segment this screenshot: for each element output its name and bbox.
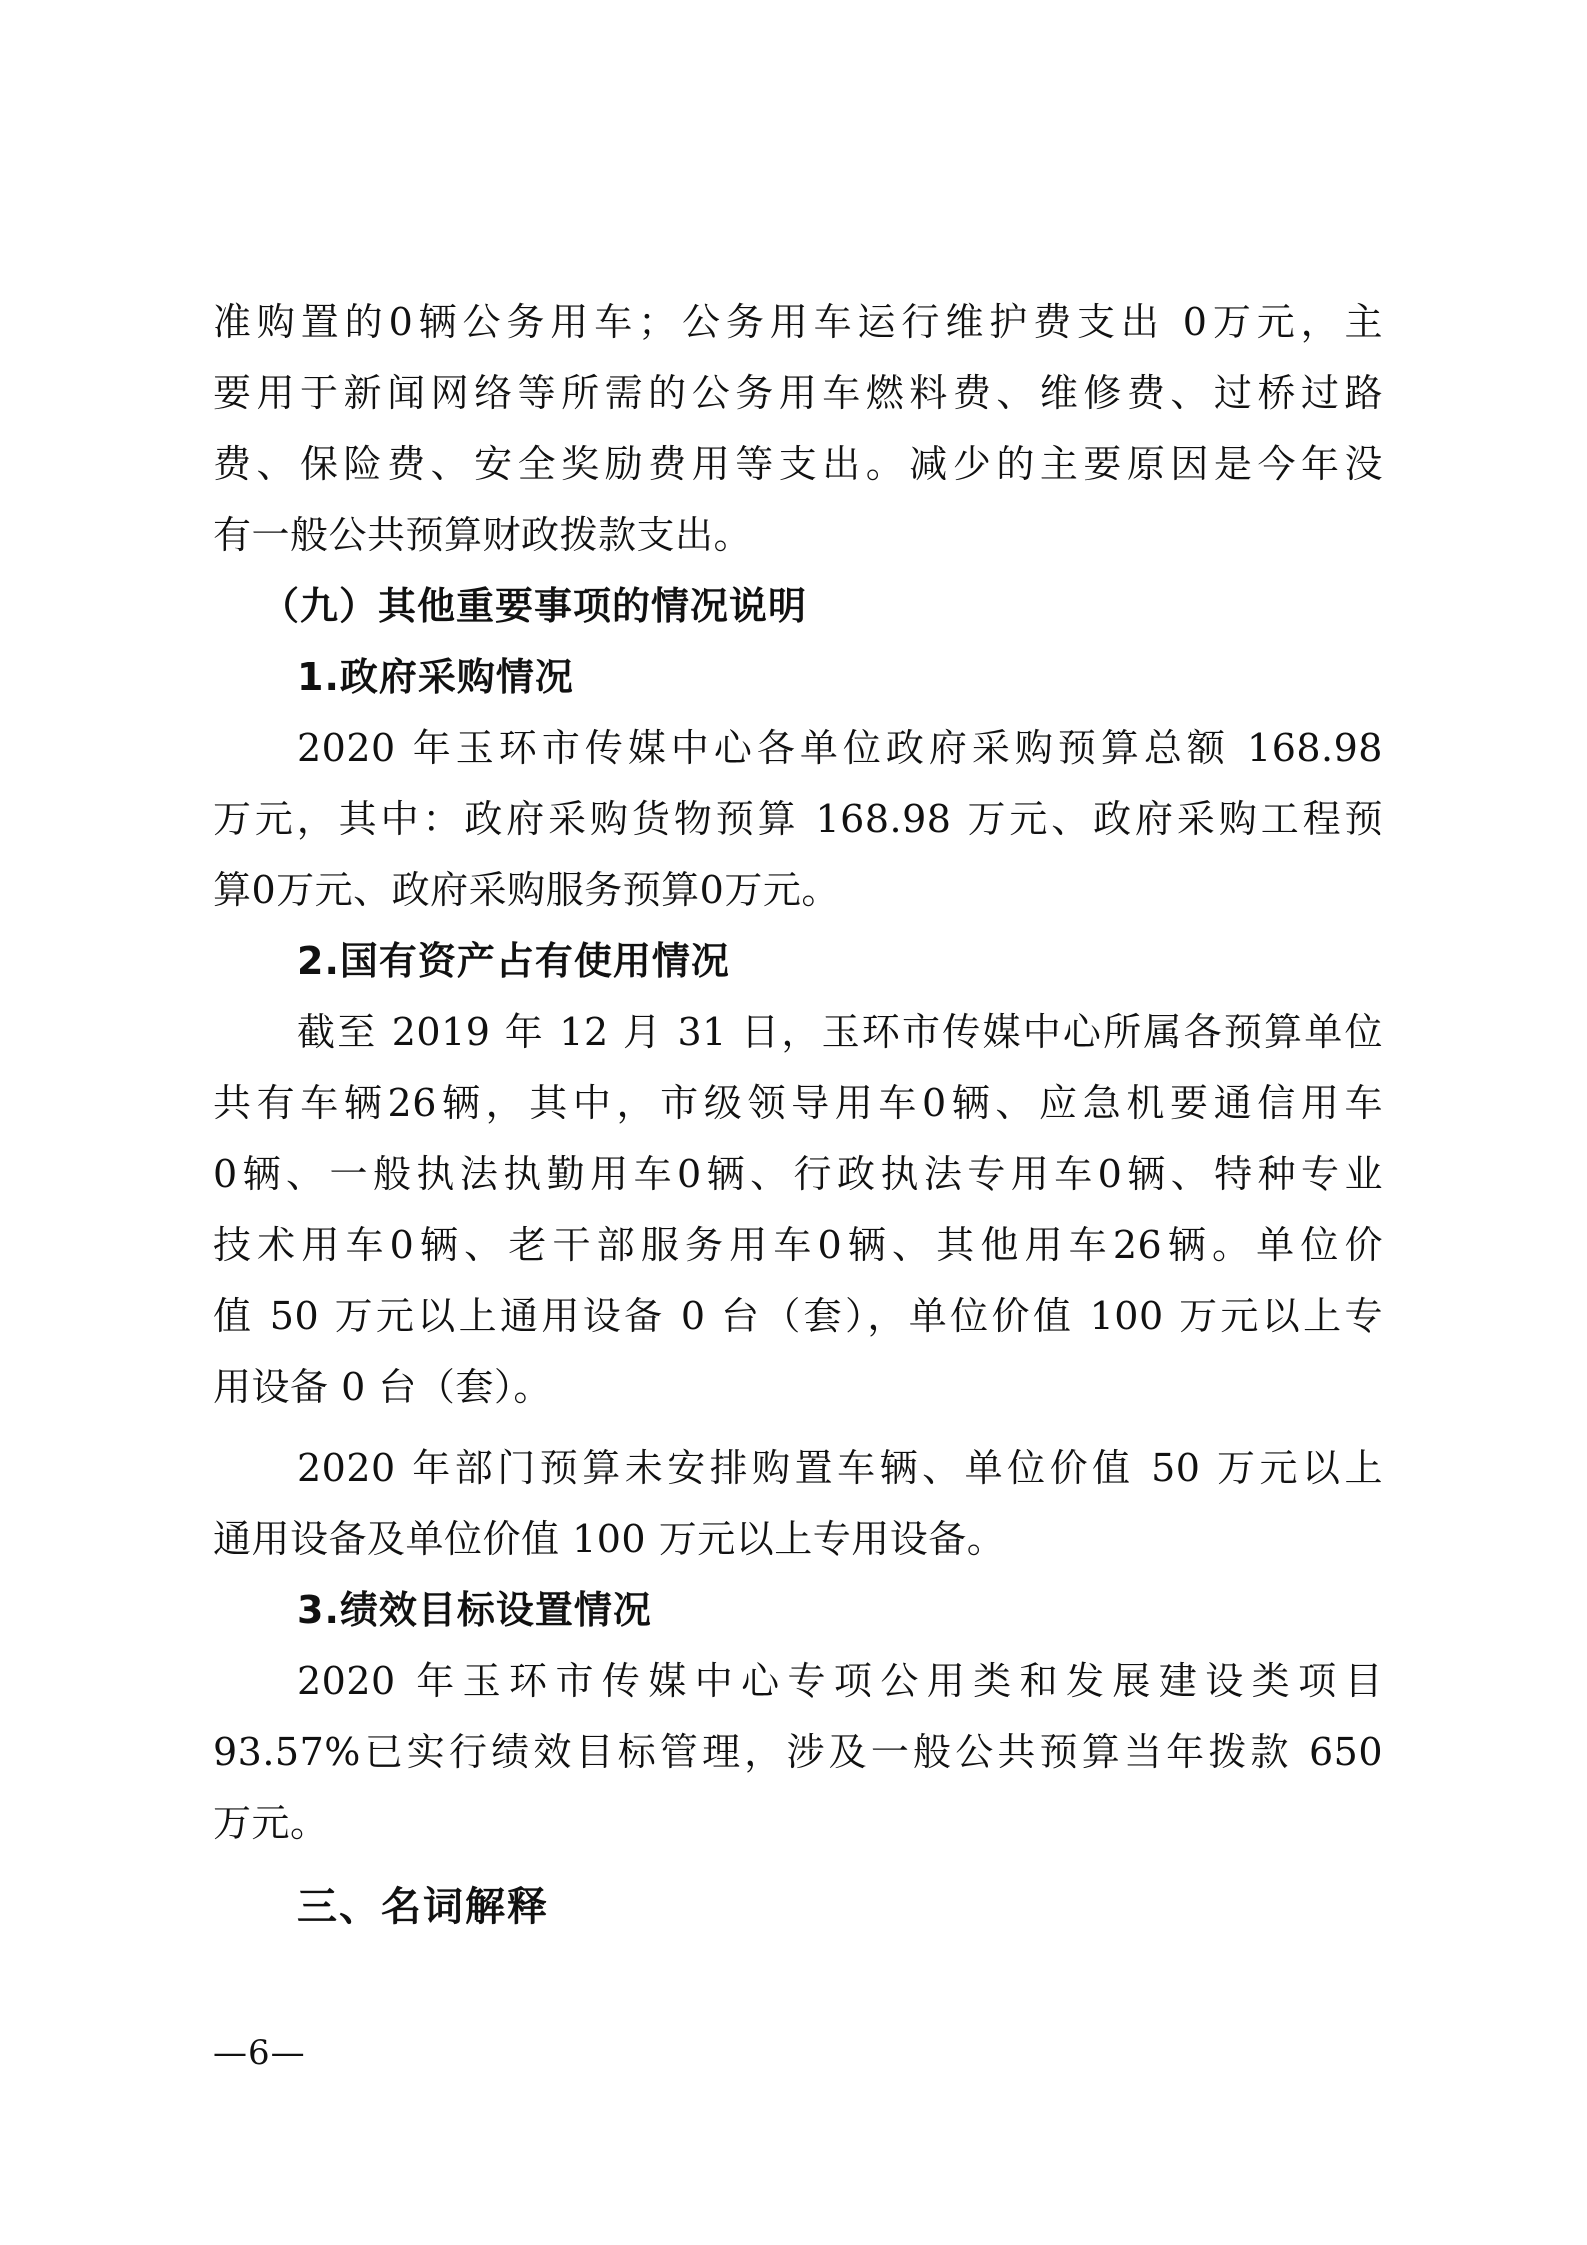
item-1-heading: 1.政府采购情况 xyxy=(297,655,574,699)
text-line: 0辆、一般执法执勤用车0辆、行政执法专用车0辆、特种专业 xyxy=(213,1152,1383,1196)
text-line: 算0万元、政府采购服务预算0万元。 xyxy=(213,868,840,912)
text-line: 共有车辆26辆，其中，市级领导用车0辆、应急机要通信用车 xyxy=(213,1081,1383,1125)
text-line: 通用设备及单位价值 100 万元以上专用设备。 xyxy=(213,1517,1006,1561)
text-line: 有一般公共预算财政拨款支出。 xyxy=(213,513,753,557)
page-content xyxy=(213,287,1383,1947)
item-1-paragraph xyxy=(213,713,1383,926)
page-number: —6— xyxy=(213,2033,306,2073)
text-line: 值 50 万元以上通用设备 0 台（套），单位价值 100 万元以上专 xyxy=(213,1294,1383,1338)
item-3-paragraph xyxy=(213,1646,1383,1859)
text-line: 费、保险费、安全奖励费用等支出。减少的主要原因是今年没 xyxy=(213,442,1383,486)
text-line: 万元。 xyxy=(213,1801,329,1845)
section-nine-heading: （九）其他重要事项的情况说明 xyxy=(261,584,808,628)
text-line: 技术用车0辆、老干部服务用车0辆、其他用车26辆。单位价 xyxy=(213,1223,1383,1267)
text-line: 要用于新闻网络等所需的公务用车燃料费、维修费、过桥过路 xyxy=(213,371,1383,415)
item-2-heading: 2.国有资产占有使用情况 xyxy=(297,939,730,983)
item-2-paragraph-2 xyxy=(213,1433,1383,1575)
paragraph-continued xyxy=(213,287,1383,571)
text-line: 2020 年玉环市传媒中心专项公用类和发展建设类项目 xyxy=(297,1659,1383,1703)
item-2-paragraph-1 xyxy=(213,997,1383,1423)
text-line: 2020 年部门预算未安排购置车辆、单位价值 50 万元以上 xyxy=(297,1446,1383,1490)
item-3-heading: 3.绩效目标设置情况 xyxy=(297,1588,652,1632)
text-line: 2020 年玉环市传媒中心各单位政府采购预算总额 168.98 xyxy=(297,726,1383,770)
text-line: 准购置的0辆公务用车；公务用车运行维护费支出 0万元，主 xyxy=(213,300,1383,344)
text-line: 93.57%已实行绩效目标管理，涉及一般公共预算当年拨款 650 xyxy=(213,1730,1383,1774)
section-three-heading: 三、名词解释 xyxy=(297,1884,549,1930)
text-line: 用设备 0 台（套）。 xyxy=(213,1365,552,1409)
text-line: 截至 2019 年 12 月 31 日，玉环市传媒中心所属各预算单位 xyxy=(297,1010,1383,1054)
text-line: 万元，其中：政府采购货物预算 168.98 万元、政府采购工程预 xyxy=(213,797,1383,841)
